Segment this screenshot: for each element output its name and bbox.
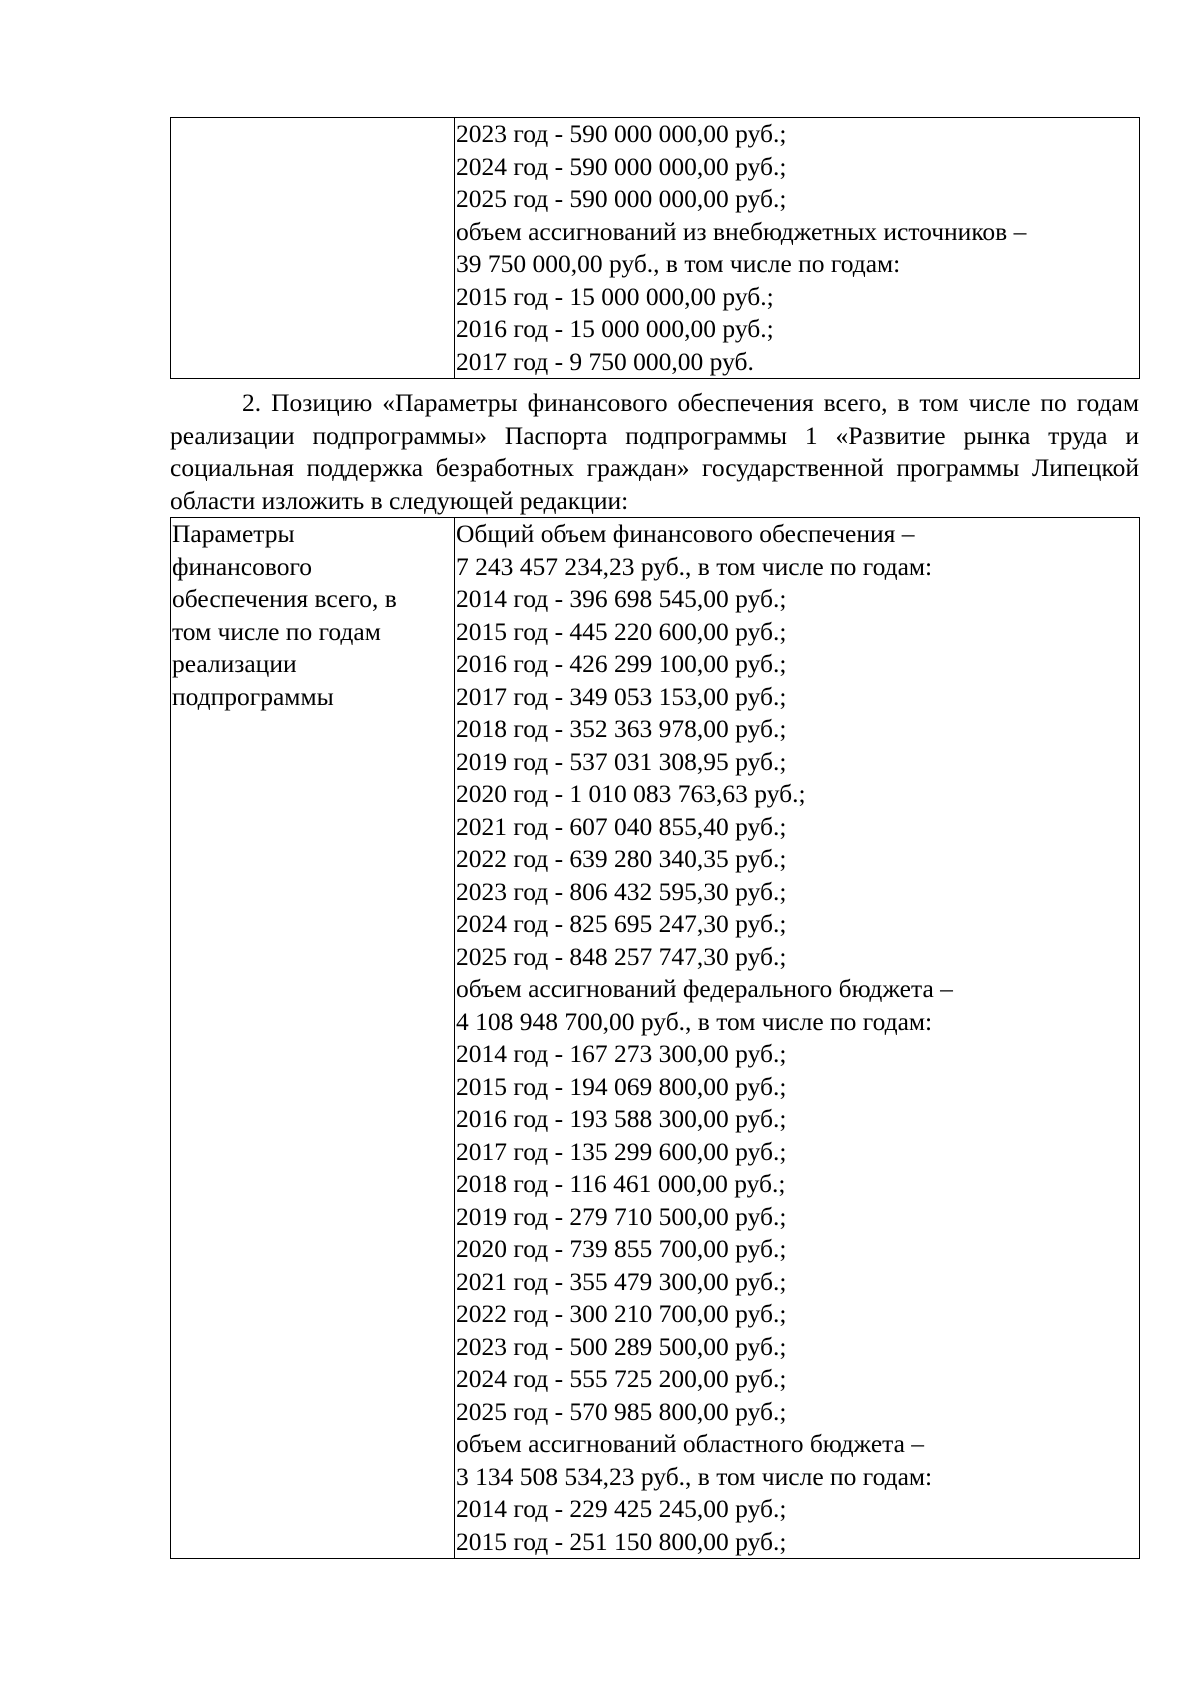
funding-line: 2025 год - 590 000 000,00 руб.; [456, 184, 787, 213]
funding-line: объем ассигнований областного бюджета – [456, 1429, 925, 1458]
funding-line: 2025 год - 570 985 800,00 руб.; [456, 1396, 787, 1426]
funding-line: 2014 год - 167 273 300,00 руб.; [456, 1039, 787, 1068]
funding-line: 2015 год - 445 220 600,00 руб.; [456, 616, 787, 646]
funding-line: 2021 год - 355 479 300,00 руб.; [456, 1266, 787, 1296]
funding-line: 2014 год - 229 425 245,00 руб.; [456, 1494, 787, 1523]
funding-line: 2021 год - 607 040 855,40 руб.; [456, 811, 787, 841]
label-line: подпрограммы [172, 681, 334, 711]
funding-parameters-table [170, 517, 1140, 1559]
table-row [171, 518, 1140, 1559]
funding-line: 2024 год - 590 000 000,00 руб.; [456, 151, 787, 181]
funding-line: 2023 год - 500 289 500,00 руб.; [456, 1331, 787, 1361]
funding-line: 2017 год - 349 053 153,00 руб.; [456, 681, 787, 711]
table-cell-label [171, 518, 455, 1559]
funding-line: 2017 год - 135 299 600,00 руб.; [456, 1136, 787, 1166]
funding-line: 2020 год - 1 010 083 763,63 руб.; [456, 779, 806, 808]
funding-line: 2015 год - 15 000 000,00 руб.; [456, 281, 774, 311]
table-cell-values [455, 118, 1140, 379]
funding-line: 2020 год - 739 855 700,00 руб.; [456, 1234, 787, 1263]
funding-line: 2018 год - 352 363 978,00 руб.; [456, 714, 787, 743]
funding-line: 2024 год - 825 695 247,30 руб.; [456, 909, 787, 938]
funding-line: 2019 год - 537 031 308,95 руб.; [456, 746, 787, 776]
funding-line: объем ассигнований федерального бюджета – [456, 974, 953, 1003]
funding-line: 2016 год - 193 588 300,00 руб.; [456, 1104, 787, 1133]
funding-line: Общий объем финансового обеспечения – [456, 519, 915, 548]
amendment-paragraph: 2. Позицию «Параметры финансового обеспечения всего, в том числе по годам реализации подпрограммы» Паспорта подпрограммы 1 «Развитие рынка труда и социальная поддержка безработных граждан» государственной программы Липецкой области изложить в следующей редакции: [170, 388, 1139, 515]
funding-line: 2015 год - 194 069 800,00 руб.; [456, 1071, 787, 1101]
funding-line: 2017 год - 9 750 000,00 руб. [456, 346, 754, 376]
funding-line: 2015 год - 251 150 800,00 руб.; [456, 1526, 787, 1556]
funding-line: 2023 год - 590 000 000,00 руб.; [456, 119, 787, 148]
funding-line: 39 750 000,00 руб., в том числе по годам: [456, 249, 901, 278]
funding-line: 2022 год - 639 280 340,35 руб.; [456, 844, 787, 873]
funding-line: 7 243 457 234,23 руб., в том числе по годам: [456, 551, 933, 581]
funding-line: 2024 год - 555 725 200,00 руб.; [456, 1364, 787, 1393]
funding-line: 2016 год - 15 000 000,00 руб.; [456, 314, 774, 343]
funding-line: 4 108 948 700,00 руб., в том числе по годам: [456, 1006, 933, 1036]
funding-line: объем ассигнований из внебюджетных источников – [456, 216, 1027, 246]
label-line: финансового [172, 551, 313, 581]
label-line: Параметры [172, 519, 295, 548]
funding-line: 2019 год - 279 710 500,00 руб.; [456, 1201, 787, 1231]
funding-line: 2025 год - 848 257 747,30 руб.; [456, 941, 787, 971]
label-line: обеспечения всего, в [172, 584, 397, 613]
funding-line: 2022 год - 300 210 700,00 руб.; [456, 1299, 787, 1328]
table-cell-values [455, 518, 1140, 1559]
funding-line: 3 134 508 534,23 руб., в том числе по годам: [456, 1461, 933, 1491]
label-line: том числе по годам [172, 616, 381, 646]
table-row [171, 118, 1140, 379]
funding-line: 2023 год - 806 432 595,30 руб.; [456, 876, 787, 906]
funding-line: 2016 год - 426 299 100,00 руб.; [456, 649, 787, 678]
funding-table-continuation [170, 117, 1140, 379]
table-cell-label [171, 118, 455, 379]
funding-line: 2018 год - 116 461 000,00 руб.; [456, 1169, 786, 1198]
funding-line: 2014 год - 396 698 545,00 руб.; [456, 584, 787, 613]
label-line: реализации [172, 649, 297, 678]
